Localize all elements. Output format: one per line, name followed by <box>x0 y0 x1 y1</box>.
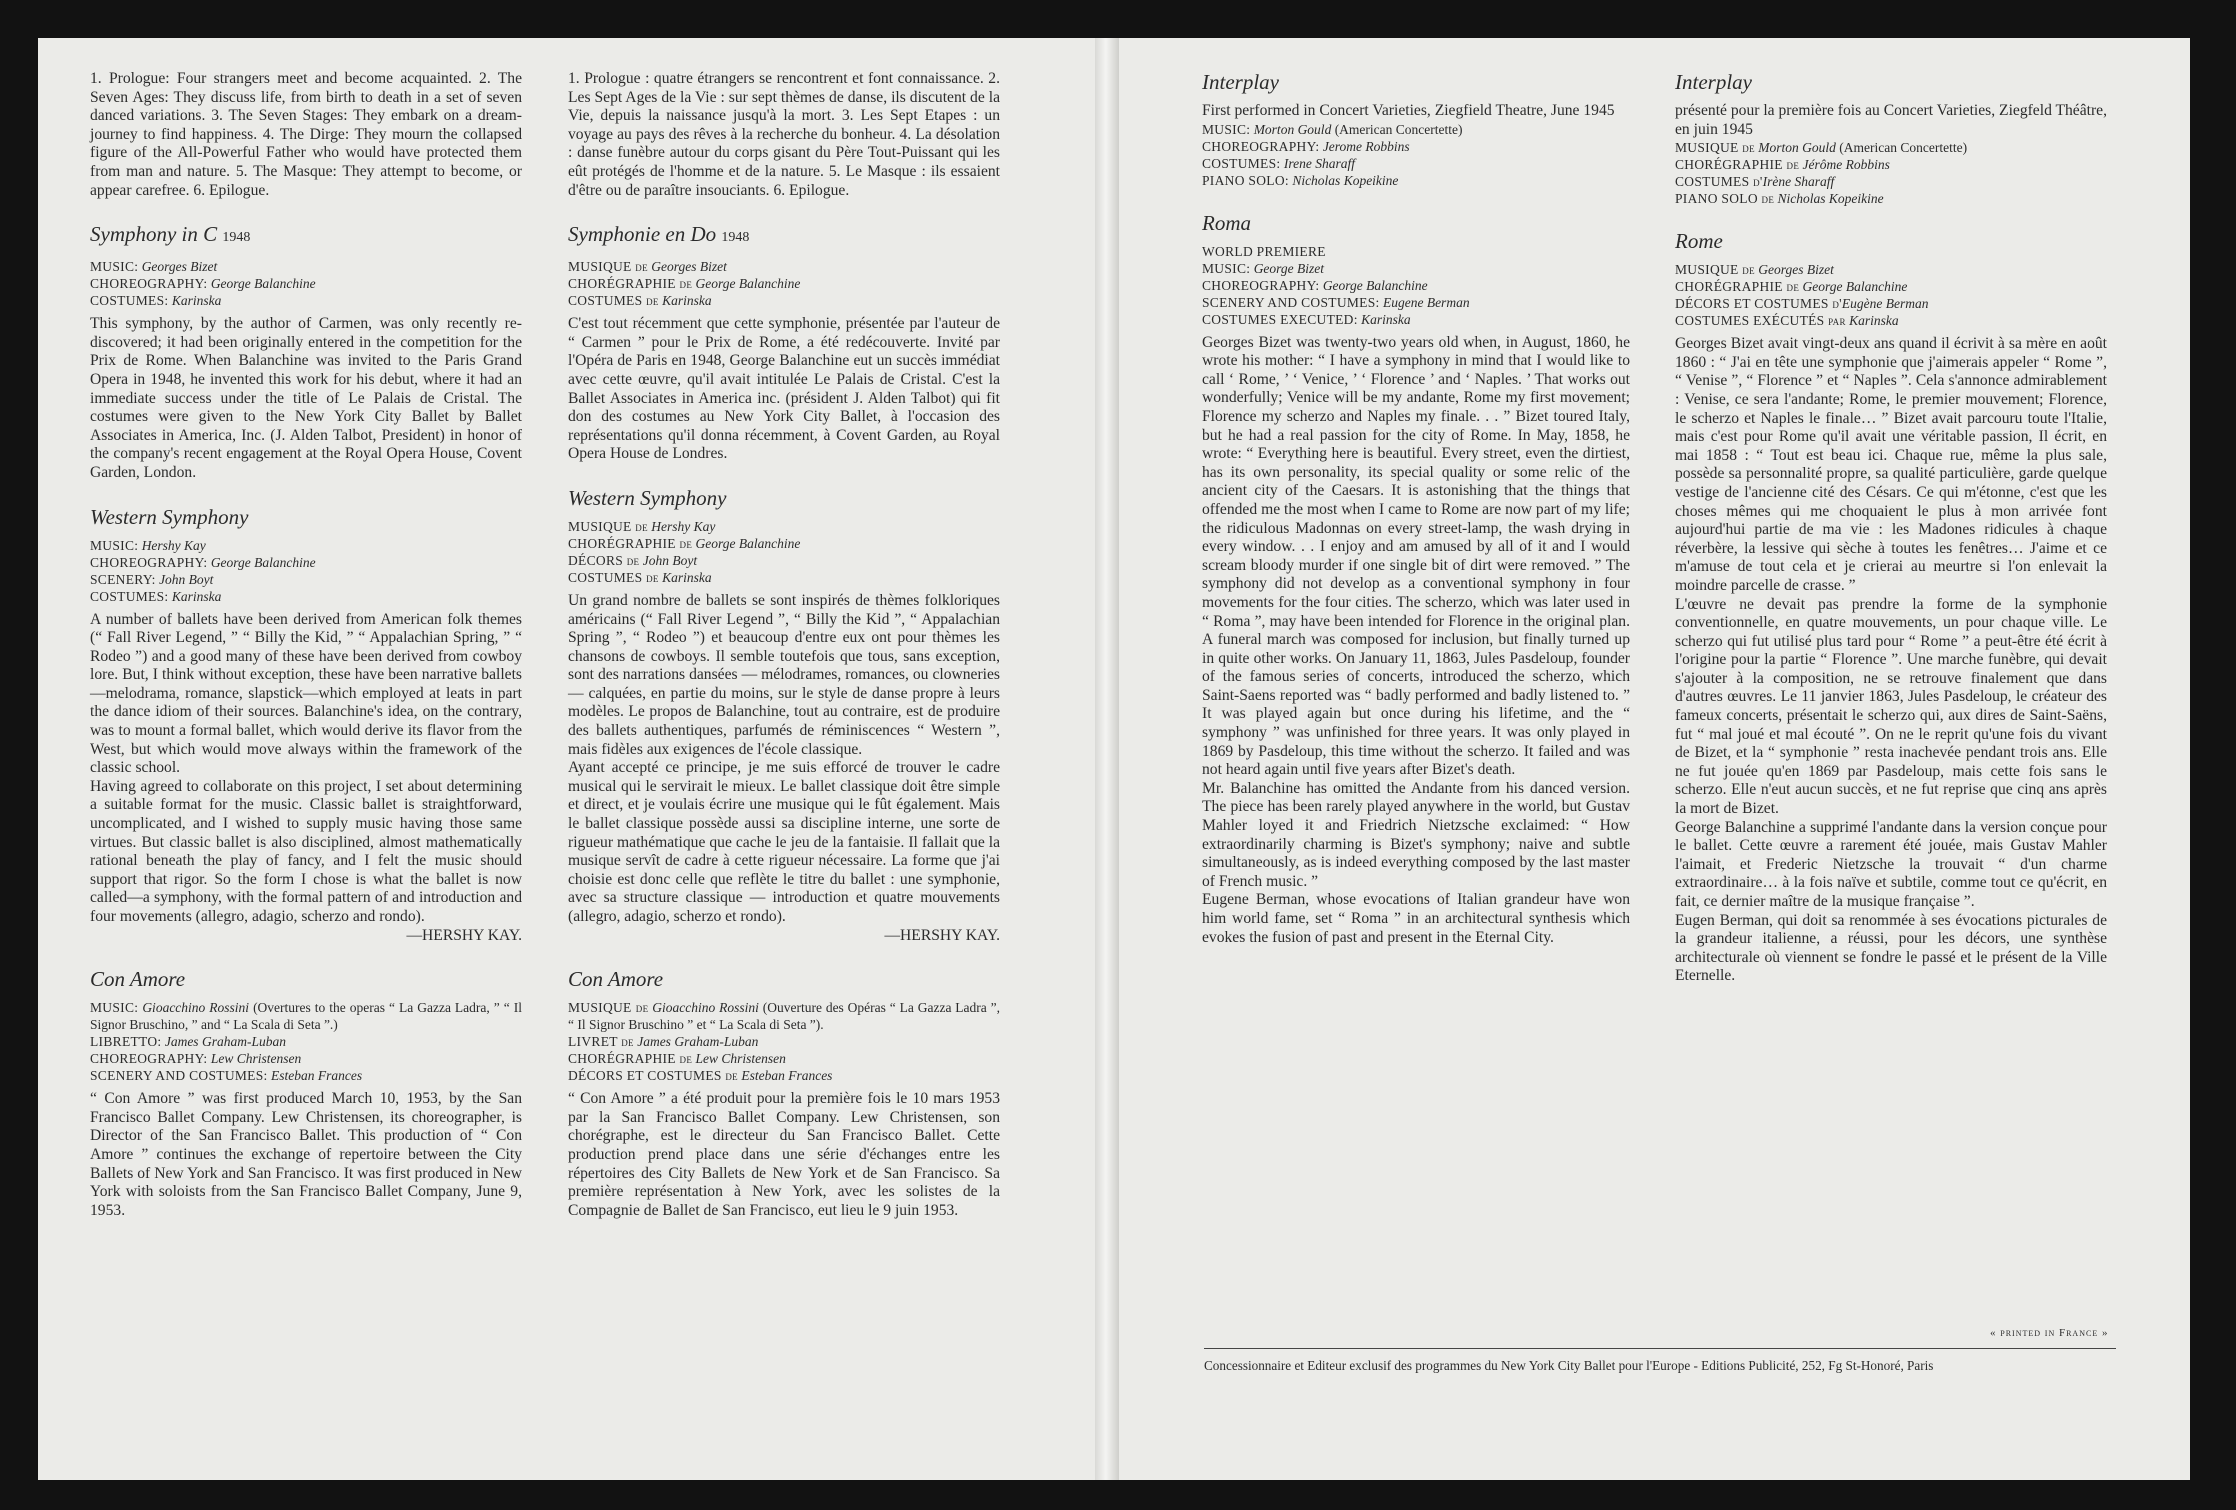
credit-line: COSTUMES EXÉCUTÉS par Karinska <box>1675 313 1899 329</box>
ballet-synopsis: 1. Prologue: Four strangers meet and become acquainted. 2. The Seven Ages: They discuss life, from birth to death in a set of seven danced variations. 3. The Seven Stages: They embark on a dream-journey to find happiness. 4. The Dirge: They mourn the collapsed figure of the All-Powerful Father who would have protected them from man and nature. 5. The Masque: They attempt to become, or appear carefree. 6. Epilogue. <box>90 70 522 199</box>
credit-line: CHORÉGRAPHIE de George Balanchine <box>568 535 801 551</box>
section-title-interplay-fr: Interplay <box>1675 70 1752 94</box>
credit-line: LIVRET de James Graham-Luban <box>568 1034 759 1050</box>
credit-line: CHORÉGRAPHIE de Lew Christensen <box>568 1051 786 1067</box>
credit-line: CHORÉGRAPHIE de George Balanchine <box>568 276 801 292</box>
right-english-column <box>1202 70 1630 947</box>
credit-line: COSTUMES: Irene Sharaff <box>1202 155 1355 171</box>
credit-line: COSTUMES: Karinska <box>90 293 222 309</box>
credit-line: COSTUMES d'Irène Sharaff <box>1675 174 1835 190</box>
credit-line: MUSIC: George Bizet <box>1202 260 1325 276</box>
credit-line: DÉCORS ET COSTUMES de Esteban Frances <box>568 1068 833 1084</box>
western-symphony-fr-text-2: Ayant accepté ce principe, je me suis efforcé de trouver le cadre musical qui le servirait le mieux. Le ballet classique doit être simple et direct, et je voulais écrire une musique qui le fût également. Mais le ballet classique possède aussi sa discipline interne, une sorte de rigueur mathématique que cache le jeu de la fantaisie. Il fallait que la musique servît de cadre à cette rigueur nécessaire. La forme que j'ai choisie est donc celle que reflète le titre du ballet : une symphonie, avec sa structure classique — introduction et quatre mouvements (allegro, adagio, scherzo et rondo). <box>568 759 1000 925</box>
credit-line: CHORÉGRAPHIE de Jérôme Robbins <box>1675 157 1890 173</box>
rome-text-4: Eugen Berman, qui doit sa renommée à ses évocations picturales de la grandeur italienne, a réussi, pour les décors, une synthèse architecturale où viennent se fondre le passé et le présent de la Ville Eternelle. <box>1675 911 2107 985</box>
credit-line: MUSIC: Georges Bizet <box>90 259 218 275</box>
credit-line: MUSIC: Hershy Kay <box>90 537 206 553</box>
credits-con-amore-fr <box>568 999 1000 1084</box>
con-amore-text: “ Con Amore ” was first produced March 10, 1953, by the San Francisco Ballet Company. Lew Christensen, its choreographer, is Director of the San Francisco Ballet. This production of “ Con Amore ” continues the exchange of repertoire between the City Ballets of New York and San Francisco. It was first produced in New York with soloists from the San Francisco Ballet Company, June 9, 1953. <box>90 1090 522 1219</box>
western-symphony-text-2: Having agreed to collaborate on this project, I set about determining a suitable format for the music. Classic ballet is straightforward, uncomplicated, and I wished to supply music having those same virtues. But classic ballet is also disciplined, almost mathematically rational beneath the play of fancy, and I felt the music should support that rigor. So the form I chose is what the ballet is now called—a symphony, with the formal pattern of and introduction and four movements (allegro, adagio, scherzo and rondo). <box>90 777 522 925</box>
section-title-symphonie-en-do: Symphonie en Do 1948 <box>568 222 750 247</box>
section-title-con-amore-fr: Con Amore <box>568 967 664 992</box>
roma-text-3: Eugene Berman, whose evocations of Italian grandeur have won him world fame, set “ Roma ” in an architectural synthesis which evokes the fusion of past and present in the Eternal City. <box>1202 891 1630 946</box>
credit-line: LIBRETTO: James Graham-Luban <box>90 1034 286 1050</box>
footer-divider <box>1204 1348 2116 1349</box>
western-symphony-fr-text-1: Un grand nombre de ballets se sont inspirés de thèmes folkloriques américains (“ Fall River Legend ”, “ Billy the Kid ”, “ Appalachian Spring ”, “ Rodeo ”) et beaucoup d'entre eux ont pour thèmes les chansons de cowboys. Il semble toutefois que tous, sans exception, sont des narrations dansées — mélodrames, romances, ou clowneries — calquées, en partie du moins, sur le style de danse propre à leurs modèles. Le propos de Balanchine, tout au contraire, est de produire des ballets authentiques, parfumés de réminiscences “ Western ”, mais fidèles aux exigences de l'école classique. <box>568 591 1000 758</box>
credit-line: CHOREOGRAPHY: George Balanchine <box>90 276 316 292</box>
symphonie-en-do-text: C'est tout récemment que cette symphonie, présentée par l'auteur de “ Carmen ” pour le Prix de Rome, a été redécouverte. Invité par l'Opéra de Paris en 1948, George Balanchine eut un succès immédiat avec cette œuvre, qu'il avait intitulée Le Palais de Cristal. C'est la Ballet Associates in America inc. (président J. Alden Talbot) qui fit don des costumes au New York City Ballet, à l'occasion des représentations qu'il donna récemment, à Covent Garden, au Royal Opera House de Londres. <box>568 315 1000 463</box>
credit-line: CHOREOGRAPHY: Lew Christensen <box>90 1051 302 1067</box>
signature: —HERSHY KAY. <box>406 926 522 944</box>
signature: —HERSHY KAY. <box>884 926 1000 944</box>
credit-line: CHOREOGRAPHY: George Balanchine <box>1202 277 1428 293</box>
credits-rome <box>1675 261 2107 329</box>
con-amore-fr-text: “ Con Amore ” a été produit pour la première fois le 10 mars 1953 par la San Francisco Ballet Company. Lew Christensen, son chorégraphe, est le directeur du San Francisco Ballet. Cette production prend place dans une série d'échanges entre les répertoires des City Ballets de New York et de San Francisco. Sa première représentation à New York, avec les solistes de la Compagnie de Ballet de San Francisco, eut lieu le 9 juin 1953. <box>568 1090 1000 1219</box>
credit-line: DÉCORS ET COSTUMES d'Eugène Berman <box>1675 296 1929 312</box>
credits-roma <box>1202 243 1630 328</box>
interplay-intro: First performed in Concert Varieties, Ziegfield Theatre, June 1945 <box>1202 102 1615 119</box>
credits-con-amore <box>90 999 522 1084</box>
world-premiere-label: WORLD PREMIERE <box>1202 243 1326 259</box>
section-title-interplay: Interplay <box>1202 70 1279 94</box>
western-symphony-text-1: A number of ballets have been derived from American folk themes (“ Fall River Legend, ” “ Billy the Kid, ” “ Appalachian Spring, ” “ Rodeo ”) and a good many of these have been derived from cowboy lore. But, I think without exception, these have been narrative ballets—melodrama, romance, slapstick—which employed at leats in part the dance idiom of their sources. Balanchine's idea, on the contrary, was to mount a formal ballet, which would derive its flavor from the West, but which would move always within the framework of the classic school. <box>90 610 522 777</box>
credit-line: MUSIC: Morton Gould (American Concertette) <box>1202 121 1463 137</box>
publisher-footer: Concessionnaire et Editeur exclusif des programmes du New York City Ballet pour l'Europe - Editions Publicité, 252, Fg St-Honoré, Paris <box>1204 1358 1934 1373</box>
credit-line: COSTUMES de Karinska <box>568 569 712 585</box>
credit-line: MUSIC: Gioacchino Rossini (Overtures to the operas “ La Gazza Ladra, ” “ Il Signor Bruschino, ” and “ La Scala di Seta ”.) <box>90 1000 523 1033</box>
credits-western-symphony-fr <box>568 518 1000 586</box>
section-title-con-amore: Con Amore <box>90 967 186 992</box>
symphony-in-c-text: This symphony, by the author of Carmen, was only recently re-discovered; it had been originally entered in the competition for the Prix de Rome. When Balanchine was invited to the Paris Grand Opera in 1948, he invented this work for his debut, where it had an immediate success under the title of Le Palais de Cristal. The costumes were given to the New York City Ballet by Ballet Associates in America, Inc. (J. Alden Talbot, President) in honor of the company's recent engagement at the Royal Opera House, Covent Garden, London. <box>90 315 522 481</box>
section-title-western-symphony-fr: Western Symphony <box>568 485 727 510</box>
credit-line: PIANO SOLO: Nicholas Kopeikine <box>1202 172 1399 188</box>
credit-line: MUSIQUE de Georges Bizet <box>568 259 727 275</box>
credit-line: PIANO SOLO de Nicholas Kopeikine <box>1675 191 1884 207</box>
credit-line: DÉCORS de John Boyt <box>568 552 698 568</box>
book-gutter <box>1095 38 1119 1480</box>
credit-line: SCENERY: John Boyt <box>90 571 214 587</box>
rome-text-2: L'œuvre ne devait pas prendre la forme de la symphonie conventionnelle, en quatre mouvements, un pour chaque ville. Le scherzo qui fut utilisé plus tard pour “ Rome ” a peut-être été écrit à l'origine pour la partie “ Florence ”. Une marche funèbre, qui devait s'ajouter à la composition, ne se retrouve finalement que dans d'autres œuvres. Le 11 janvier 1863, Jules Pasdeloup, le créateur des fameux concerts, présentait le scherzo qui, aux dires de Saint-Saëns, fut “ mal joué et mal écouté ”. On ne le reprit qu'une fois du vivant de Bizet, et la “ symphonie ” resta inachevée pendant trois ans. Elle ne fut jouée qu'en 1869 par Pasdeloup, mais cette fois sans le scherzo. Elle n'eut aucun succès, et ne fut reprise que cinq ans après la mort de Bizet. <box>1675 595 2107 818</box>
printed-in-france-note: « printed in France » <box>1990 1327 2109 1339</box>
credit-line: MUSIQUE de Morton Gould (American Concertette) <box>1675 140 1968 156</box>
credit-line: COSTUMES de Karinska <box>568 293 712 309</box>
left-english-column <box>90 70 522 1220</box>
credit-line: MUSIQUE de Georges Bizet <box>1675 262 1834 278</box>
credit-line: MUSIQUE de Gioacchino Rossini (Ouverture des Opéras “ La Gazza Ladra ”, “ Il Signor Bruschino ” et “ La Scala di Seta ”). <box>568 1000 1001 1033</box>
right-french-column <box>1675 70 2107 986</box>
credits-interplay <box>1202 121 1630 189</box>
credit-line: COSTUMES: Karinska <box>90 588 222 604</box>
section-title-rome: Rome <box>1675 229 1723 254</box>
ballet-synopsis: 1. Prologue : quatre étrangers se rencontrent et font connaissance. 2. Les Sept Ages de la Vie : sur sept thèmes de danse, ils discutent de la Vie, depuis la naissance jusqu'à la mort. 3. Les Sept Etapes : un voyage au pays des rêves à la recherche du bonheur. 4. La désolation : danse funèbre autour du corps gisant du Père Tout-Puissant qui les eût protégés de l'homme et de la nature. 5. Le Masque : ils essaient d'être ou de paraître insouciants. 6. Epilogue. <box>568 70 1000 199</box>
credit-line: SCENERY AND COSTUMES: Eugene Berman <box>1202 294 1470 310</box>
credit-line: CHOREOGRAPHY: George Balanchine <box>90 554 316 570</box>
credits-western-symphony <box>90 537 522 605</box>
rome-text-1: Georges Bizet avait vingt-deux ans quand il écrivit à sa mère en août 1860 : “ J'ai en tête une symphonie que j'aimerais appeler “ Rome ”, “ Venise ”, “ Florence ” et “ Naples ”. Cela s'annonce admirablement : Venise, ce sera l'andante; Rome, le premier mouvement; Florence, le scherzo et Naples le finale… ” Bizet avait parcouru toute l'Italie, mais c'est pour Rome qu'il avait une véritable passion, Il écrit, en mai 1858 : “ Tout est beau ici. Chaque rue, même la plus sale, possède sa personnalité propre, sa qualité particulière, garde quelque vestige de l'ancienne cité des Césars. Ce qui m'étonne, c'est que les choses mêmes qui me choquaient le plus à mon arrivée font aujourd'hui partie de ma vie : les Madones ridicules à chaque réverbère, la lessive qui sèche à toutes les fenêtres… J'aime et ce m'amuse de tout cela et je crierai au meurtre si l'on enlevait la moindre parcelle de crasse. ” <box>1675 335 2107 594</box>
credits-interplay-fr <box>1675 139 2107 207</box>
left-french-column <box>568 70 1000 1220</box>
section-title-symphony-in-c: Symphony in C 1948 <box>90 222 251 247</box>
credit-line: CHOREOGRAPHY: Jerome Robbins <box>1202 138 1410 154</box>
credit-line: SCENERY AND COSTUMES: Esteban Frances <box>90 1068 363 1084</box>
section-title-roma: Roma <box>1202 210 1251 235</box>
section-title-western-symphony: Western Symphony <box>90 504 249 529</box>
rome-text-3: George Balanchine a supprimé l'andante dans la version conçue pour le ballet. Cette œuvre a rarement été jouée, mais Gustav Mahler l'aimait, et Frederic Nietzsche la trouvait “ d'un charme extraordinaire… à la fois naïve et subtile, comme tout ce qu'écrit, en fait, ce dernier maître de la musique française ”. <box>1675 818 2107 910</box>
credit-line: MUSIQUE de Hershy Kay <box>568 518 716 534</box>
credit-line: COSTUMES EXECUTED: Karinska <box>1202 311 1411 327</box>
roma-text-2: Mr. Balanchine has omitted the Andante from his danced version. The piece has been rarely played anywhere in the world, but Gustav Mahler loyed it and Friedrich Nietzsche exclaimed: “ How extraordinarily charming is Bizet's symphony; naive and subtle simultaneously, as is indeed everything composed by the last master of French music. ” <box>1202 779 1630 890</box>
credit-line: CHORÉGRAPHIE de George Balanchine <box>1675 279 1908 295</box>
credits-symphony-in-c <box>90 258 522 309</box>
interplay-fr-intro: présenté pour la première fois au Concert Varieties, Ziegfeld Théâtre, en juin 1945 <box>1675 102 2107 138</box>
credits-symphonie-en-do <box>568 258 1000 309</box>
roma-text-1: Georges Bizet was twenty-two years old when, in August, 1860, he wrote his mother: “ I have a symphony in mind that I would like to call ‘ Rome, ’ ‘ Venice, ’ ‘ Florence ’ and ‘ Naples. ’ That works out wonderfully; Venice will be my andante, Rome my first movement; Florence my scherzo and Naples my finale. . . ” Bizet toured Italy, but he had a real passion for the city of Rome. In May, 1858, he wrote: “ Everything here is beautiful. Every street, even the dirtiest, has its own personality, its special quality or some relic of the ancient city of the Caesars. It is astonishing that the things that offended me the most when I came to Rome are now part of my life; the ridiculous Madonnas on every street-lamp, the wash drying in every window. . . I enjoy and am amused by all of it and I would scream bloody murder if one single bit of dirt were removed. ” The symphony did not develop as a conventional symphony in four movements for the four cities. The scherzo, which was later used in “ Roma ”, may have been intended for Florence in the original plan. A funeral march was composed for inclusion, but finally turned up in quite other works. On January 11, 1863, Jules Pasdeloup, founder of the famous series of concerts, introduced the scherzo, which Saint-Saens reported was “ badly performed and badly listened to. ” It was played again but once during his lifetime, and the “ symphony ” was unfinished for three years. It was only played in 1869 by Pasdeloup, this time without the scherzo. It failed and was not heard again until five years after Bizet's death. <box>1202 333 1630 779</box>
